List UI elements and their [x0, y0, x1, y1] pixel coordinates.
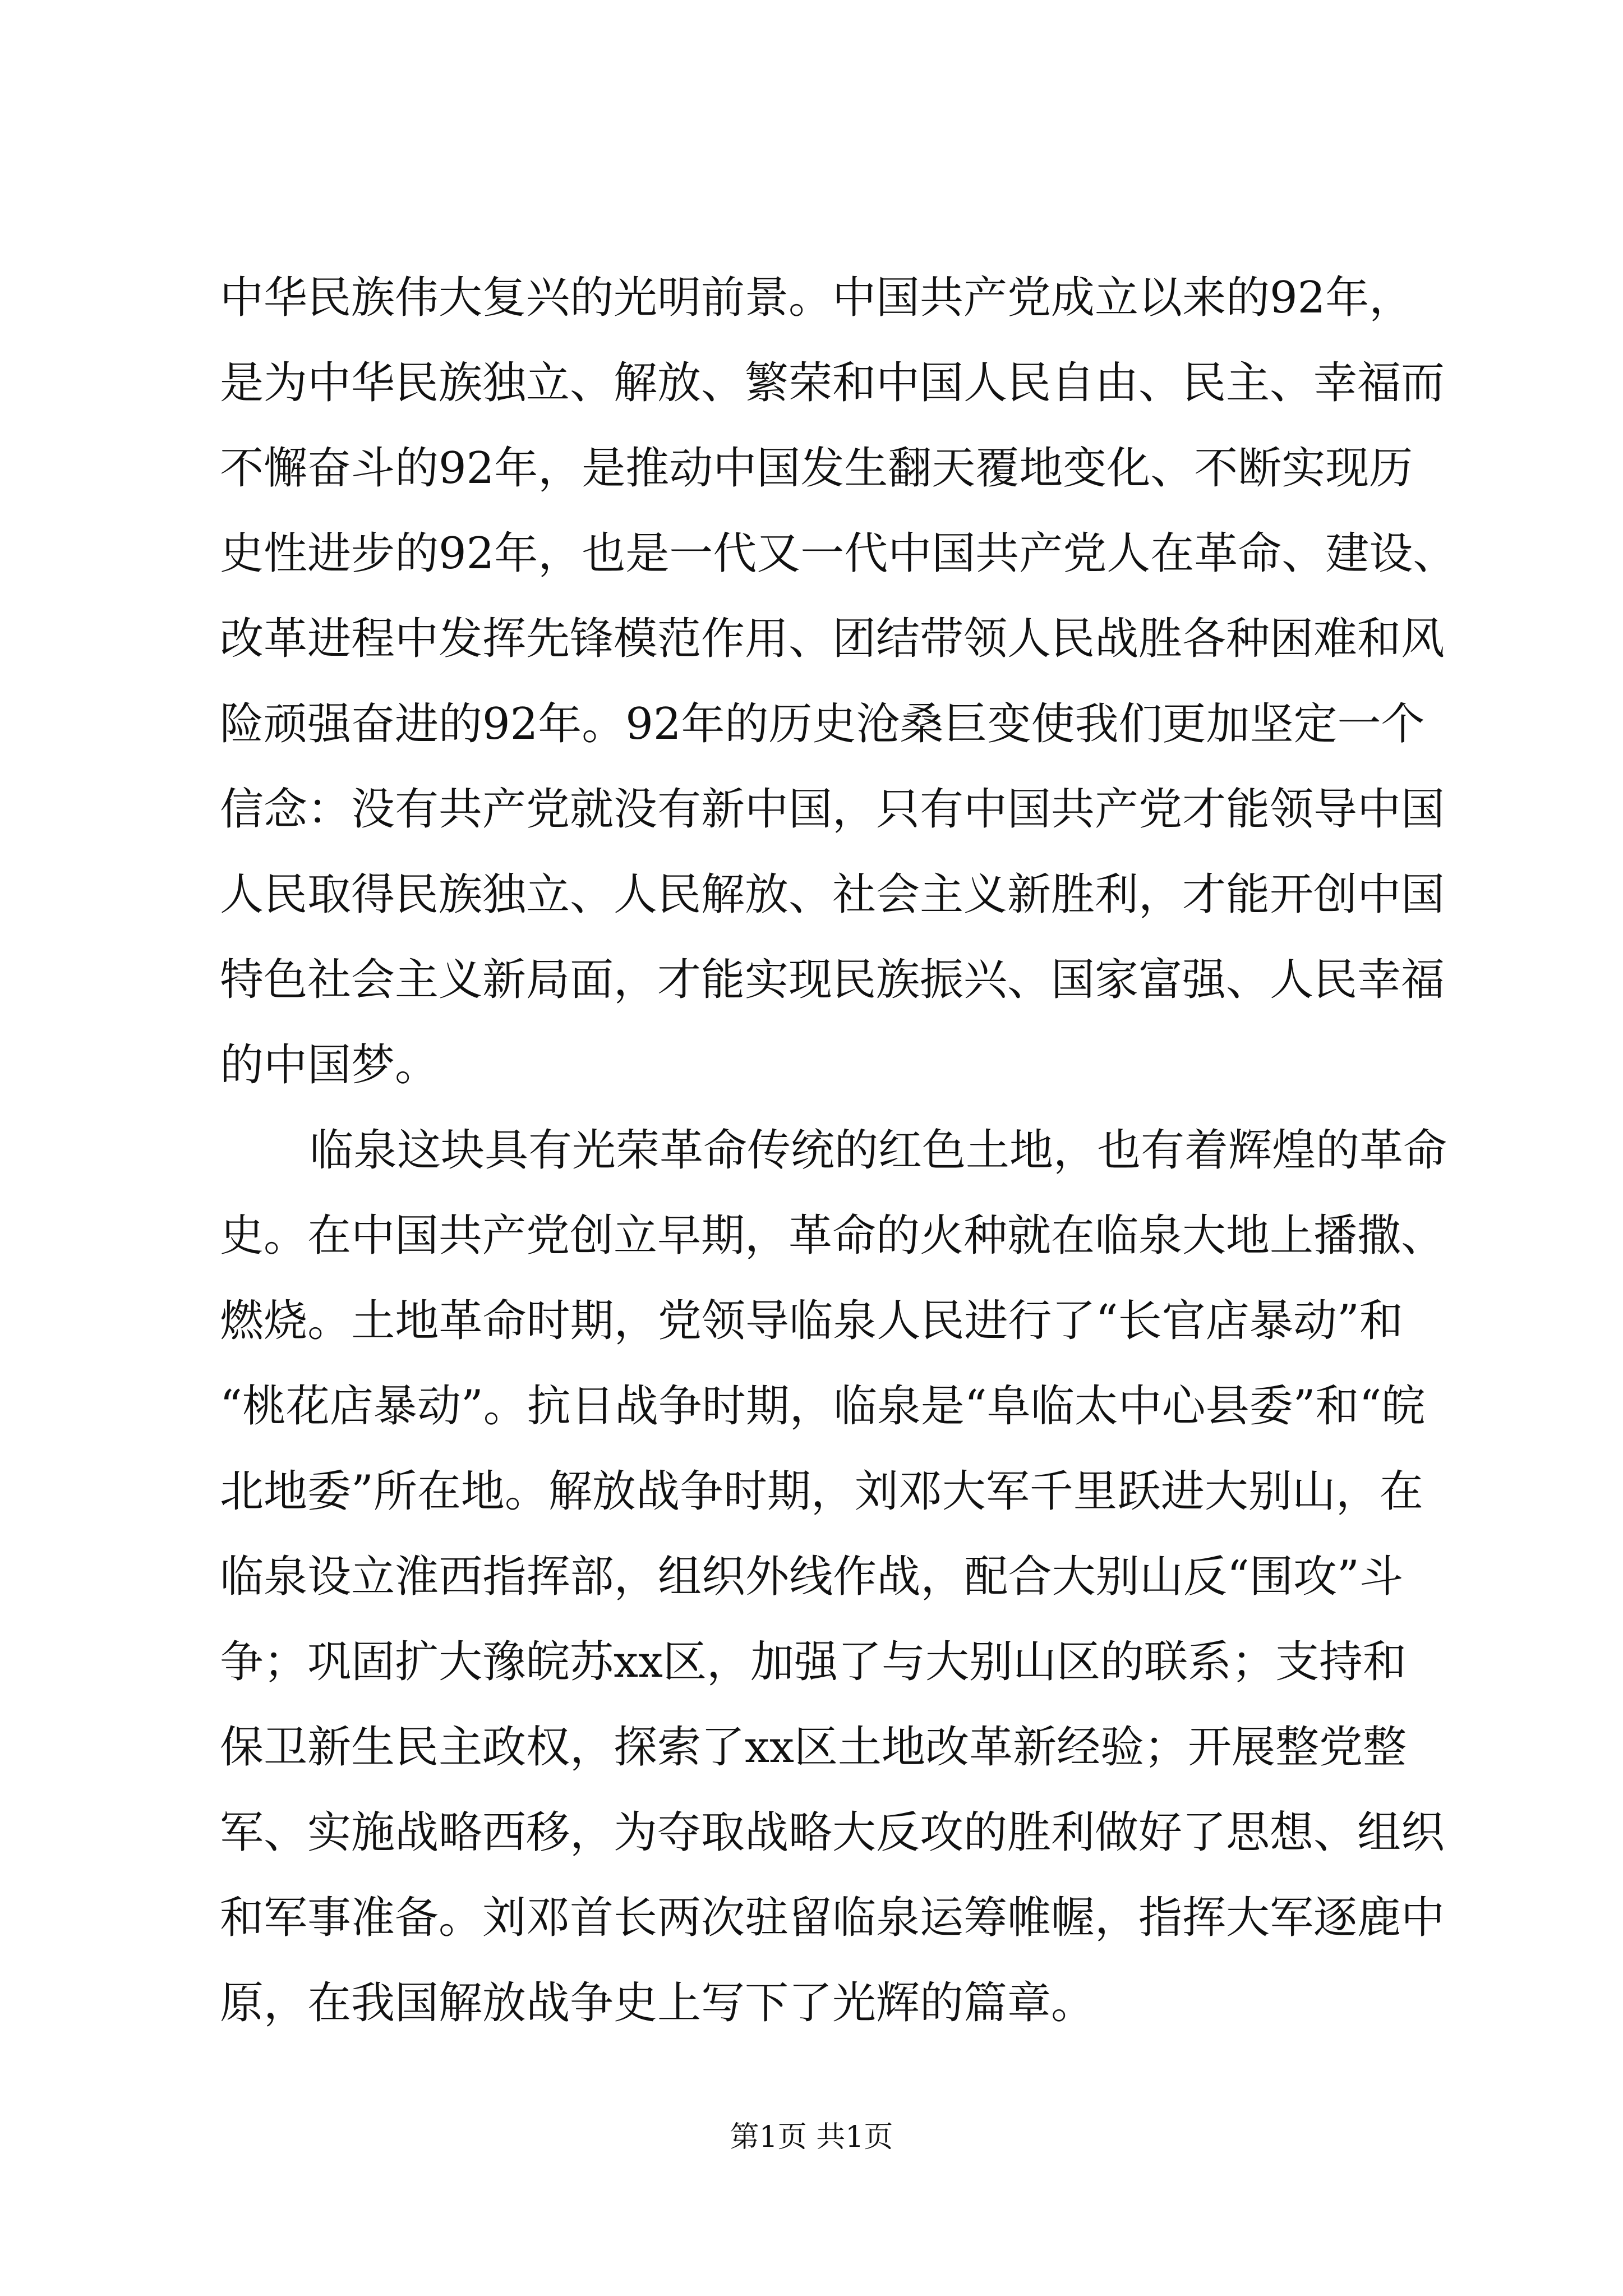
text-line: 信念：没有共产党就没有新中国，只有中国共产党才能领导中国: [220, 784, 1445, 835]
text-line: 史性进步的92年，也是一代又一代中国共产党人在革命、建设、: [220, 528, 1457, 579]
text-line: 原，在我国解放战争史上写下了光辉的篇章。: [220, 1978, 1095, 2028]
text-line: 特色社会主义新局面，才能实现民族振兴、国家富强、人民幸福: [220, 955, 1445, 1005]
text-line: 险顽强奋进的92年。92年的历史沧桑巨变使我们更加坚定一个: [220, 699, 1425, 749]
text-line: 保卫新生民主政权，探索了xx区土地改革新经验；开展整党整: [220, 1722, 1407, 1773]
text-line: 是为中华民族独立、解放、繁荣和中国人民自由、民主、幸福而: [220, 358, 1445, 408]
text-line: 的中国梦。: [220, 1040, 439, 1091]
paragraph-2: [220, 1108, 1447, 2046]
text-line: 临泉这块具有光荣革命传统的红色土地，也有着辉煌的革命: [310, 1125, 1447, 1176]
text-line: 北地委”所在地。解放战争时期，刘邓大军千里跃进大别山，在: [220, 1466, 1423, 1517]
paragraph-1: [220, 255, 1457, 1108]
page-number-footer: 第1页 共1页: [730, 2120, 893, 2154]
text-line: 人民取得民族独立、人民解放、社会主义新胜利，才能开创中国: [220, 869, 1445, 920]
text-line: 改革进程中发挥先锋模范作用、团结带领人民战胜各种困难和风: [220, 614, 1445, 664]
text-line: “桃花店暴动”。抗日战争时期，临泉是“阜临太中心县委”和“皖: [220, 1381, 1426, 1432]
text-line: 不懈奋斗的92年，是推动中国发生翻天覆地变化、不断实现历: [220, 443, 1413, 494]
text-line: 燃烧。土地革命时期，党领导临泉人民进行了“长官店暴动”和: [220, 1296, 1403, 1346]
text-line: 临泉设立淮西指挥部，组织外线作战，配合大别山反“围攻”斗: [220, 1552, 1403, 1602]
text-line: 争；巩固扩大豫皖苏xx区，加强了与大别山区的联系；支持和: [220, 1637, 1407, 1687]
text-line: 中华民族伟大复兴的光明前景。中国共产党成立以来的92年，: [220, 273, 1413, 323]
text-line: 和军事准备。刘邓首长两次驻留临泉运筹帷幄，指挥大军逐鹿中: [220, 1893, 1445, 1943]
document-body: [220, 255, 1457, 2046]
text-line: 军、实施战略西移，为夺取战略大反攻的胜利做好了思想、组织: [220, 1807, 1445, 1858]
text-line: 史。在中国共产党创立早期，革命的火种就在临泉大地上播撒、: [220, 1211, 1445, 1261]
